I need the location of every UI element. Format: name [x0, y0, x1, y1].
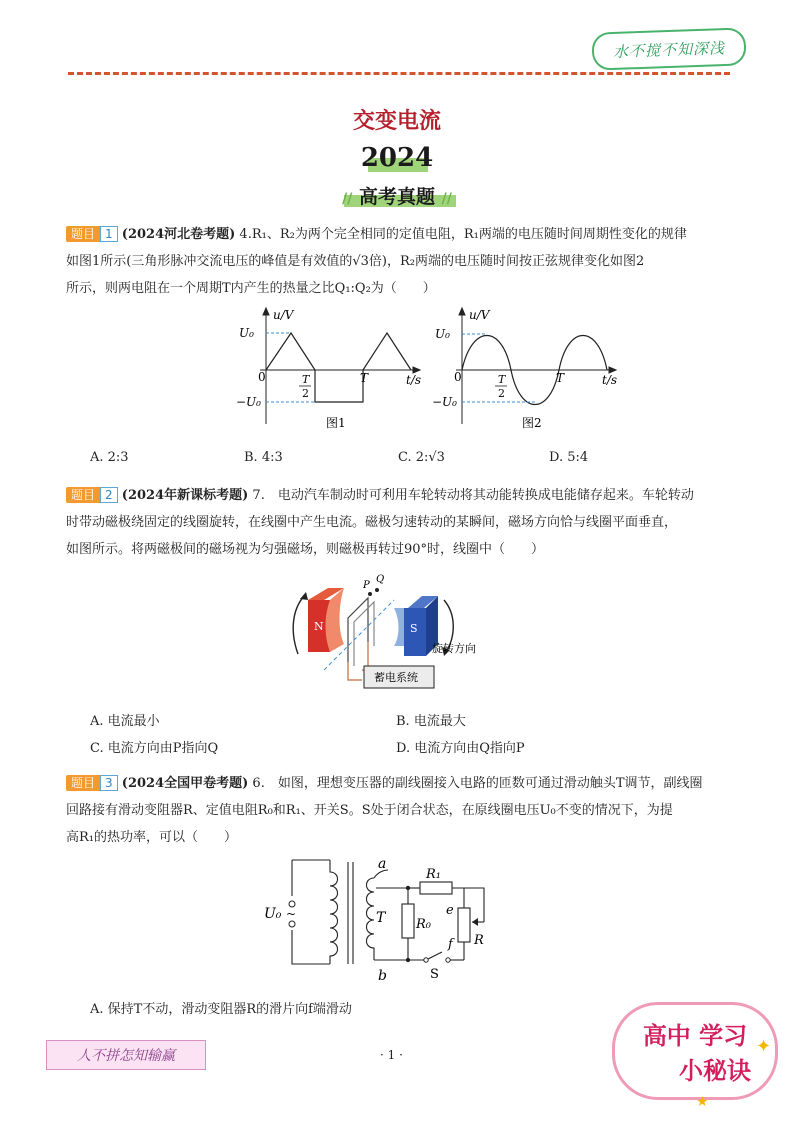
question-2-source: (2024年新课标考题): [121, 488, 249, 503]
p-label: P: [363, 580, 370, 591]
star-icon: ★: [696, 1094, 709, 1110]
footer-motto-badge: [46, 1040, 206, 1070]
question-3-source: (2024全国甲卷考题): [121, 776, 249, 791]
question-3-line2: 回路接有滑动变阻器R、定值电阻R₀和R₁、开关S。S处于闭合状态，在原线圈电压U₀不变的情况下，为提: [66, 803, 673, 818]
primary-coil: [330, 860, 338, 964]
q1-option-b[interactable]: B. 4:3: [244, 450, 283, 465]
point-p: [368, 592, 372, 596]
question-1-line2: 如图1所示(三角形脉冲交流电压的峰值是有效值的√3倍)，R₂两端的电压随时间按正弦规律变化如图2: [66, 254, 645, 269]
r1-label: R₁: [426, 867, 441, 882]
switch-contact: [446, 958, 450, 962]
fig1-half-t-num: T: [302, 373, 310, 386]
wire-left: [348, 662, 362, 680]
point-q: [375, 588, 379, 592]
fig2-caption: 图2: [522, 416, 542, 430]
header-motto-badge: [591, 27, 746, 70]
fig2-axis-u-label: u/V: [469, 308, 490, 322]
question-1-text: [66, 221, 732, 302]
fig1-triangle-2: [363, 333, 411, 370]
q1-option-a[interactable]: A. 2:3: [90, 450, 129, 465]
right-wire: [452, 888, 484, 922]
storage-label: 蓄电系统: [374, 671, 418, 684]
node-bottom: [406, 958, 410, 962]
q1-option-d[interactable]: D. 5:4: [549, 450, 589, 465]
r0-label: R₀: [416, 917, 431, 932]
question-2-line3: 如图所示。将两磁极间的磁场视为匀强磁场，则磁极再转过90°时，线圈中（ ）: [66, 542, 545, 557]
fig2-t-label: T: [556, 371, 565, 385]
figure-2-sine-wave: [432, 306, 622, 434]
subtitle-row: [0, 182, 794, 209]
primary-left-bottom: [292, 930, 330, 964]
question-1-line3: 所示，则两电阻在一个周期T内产生的热量之比Q₁:Q₂为（ ）: [66, 281, 436, 296]
figure-1-triangle-pulse: [236, 306, 426, 434]
question-2-tag: 题目 2: [66, 482, 118, 509]
year-heading: 2024: [360, 143, 434, 173]
fig1-half-t-den: 2: [302, 387, 309, 400]
question-1-tag: 题目 1: [66, 221, 118, 248]
b-label: b: [378, 968, 387, 982]
q3-option-a[interactable]: A. 保持T不动，滑动变阻器R的滑片向f端滑动: [90, 1002, 352, 1017]
coil-inner: [354, 602, 374, 666]
header-divider: [68, 72, 730, 75]
fig1-square-pulse: [315, 370, 363, 402]
header-motto: 水不搅不知深浅: [612, 38, 726, 61]
r-label: R: [474, 933, 484, 948]
q-label: Q: [376, 574, 385, 585]
question-2-line1: 7. 电动汽车制动时可利用车轮转动将其动能转换成电能储存起来。车轮转动: [252, 488, 694, 503]
seal-line1: 高中 学习: [642, 1022, 748, 1050]
rotation-arrowhead-left: [300, 592, 308, 600]
question-3-tag: 题目 3: [66, 770, 118, 797]
q2-option-a[interactable]: A. 电流最小: [90, 714, 160, 729]
study-tips-seal: [612, 1002, 778, 1100]
terminal-bottom: [289, 921, 295, 927]
sparkle-icon: ✦: [756, 1036, 772, 1057]
n-pole-face: [326, 588, 345, 652]
fig1-u0-label: U₀: [239, 326, 254, 340]
fig2-zero-label: 0: [454, 370, 462, 384]
r1-body: [420, 882, 452, 894]
s-label: S: [410, 622, 418, 635]
ac-symbol: ~: [286, 907, 297, 921]
coil-left-side: [348, 598, 368, 662]
figure-transformer-circuit: [258, 852, 508, 982]
fig1-neg-u0-label: −U₀: [236, 395, 261, 409]
seal-line2: 小秘诀: [679, 1057, 751, 1085]
e-label: e: [446, 903, 454, 918]
fig1-caption: 图1: [326, 416, 346, 430]
question-3-line1: 6. 如图，理想变压器的副线圈接入电路的匝数可通过滑动触头T调节，副线圈: [252, 776, 703, 791]
r-body: [458, 908, 470, 942]
slash-decoration-right: //: [441, 191, 452, 207]
slider-arrow: [472, 918, 478, 926]
slash-decoration-left: //: [342, 191, 353, 207]
fig2-half-t-den: 2: [498, 387, 505, 400]
figure-magnet-coil: [284, 570, 494, 692]
question-1-source: (2024河北卷考题): [121, 227, 236, 242]
switch-pivot: [424, 958, 428, 962]
fig1-axis-t-label: t/s: [406, 373, 422, 387]
s-label: S: [430, 967, 439, 982]
fig1-t-label: T: [360, 371, 369, 385]
q2-option-d[interactable]: D. 电流方向由Q指向P: [396, 741, 525, 756]
footer-motto: 人不拼怎知输赢: [77, 1048, 175, 1064]
r0-body: [402, 904, 414, 938]
q1-option-c[interactable]: C. 2:√3: [398, 450, 445, 465]
q2-option-b[interactable]: B. 电流最大: [396, 714, 466, 729]
fig1-zero-label: 0: [258, 370, 266, 384]
rotation-label: 旋转方向: [432, 642, 476, 655]
node-top: [406, 886, 410, 890]
fig2-axis-t-label: t/s: [602, 373, 618, 387]
fig2-u0-label: U₀: [435, 327, 450, 341]
fig1-y-arrow: [263, 308, 269, 315]
question-2-text: [66, 482, 732, 563]
question-1-line1: 4.R₁、R₂为两个完全相同的定值电阻，R₁两端的电压随时间周期性变化的规律: [239, 227, 687, 242]
question-2-line2: 时带动磁极绕固定的线圈旋转，在线圈中产生电流。磁极匀速转动的某瞬间，磁场方向恰与线圈平面垂直，: [66, 515, 678, 530]
u0-label: U₀: [264, 906, 282, 922]
fig2-y-arrow: [459, 308, 465, 315]
t-label: T: [376, 910, 386, 926]
fig2-neg-u0-label: −U₀: [432, 395, 457, 409]
page-title: 交变电流: [352, 109, 441, 134]
fig1-axis-u-label: u/V: [273, 308, 294, 322]
a-label: a: [378, 856, 387, 872]
n-label: N: [314, 620, 324, 633]
fig1-triangle-1: [266, 333, 315, 370]
question-3-line3: 高R₁的热功率，可以（ ）: [66, 830, 237, 845]
page-number: · 1 ·: [380, 1048, 403, 1062]
question-3-text: [66, 770, 732, 851]
rotation-arrow-left: [293, 596, 304, 654]
fig2-half-t-num: T: [498, 373, 506, 386]
subtitle: 高考真题: [358, 186, 435, 208]
secondary-coil: [367, 878, 375, 960]
f-label: f: [448, 937, 453, 952]
q2-option-c[interactable]: C. 电流方向由P指向Q: [90, 741, 219, 756]
